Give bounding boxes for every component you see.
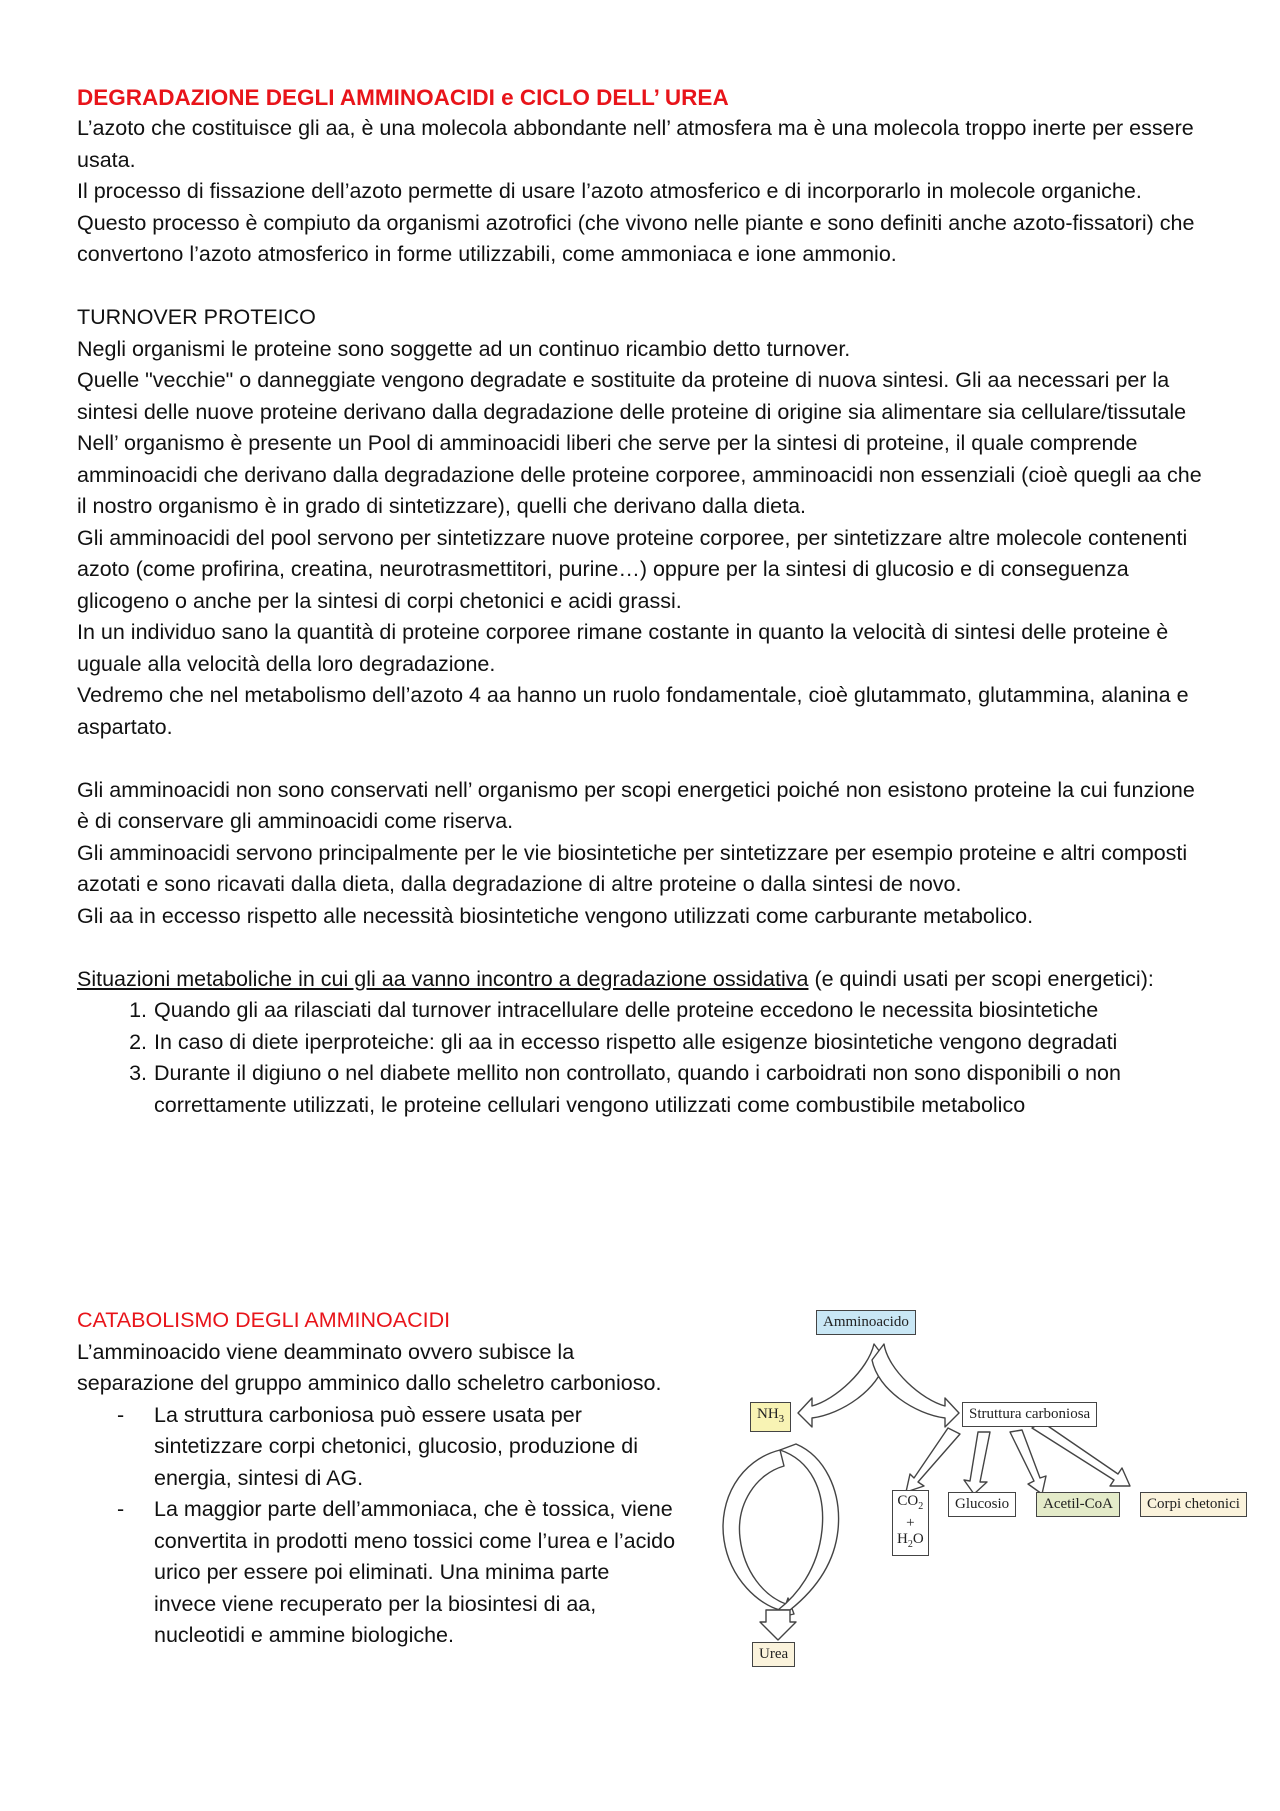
acetil-coa-label: Acetil-CoA	[1043, 1496, 1113, 1512]
amminoacido-box	[816, 1310, 916, 1335]
list-number: 3.	[129, 1061, 147, 1085]
turnover-paragraph-2: Quelle "vecchie" o danneggiate vengono degradate e sostituite da proteine di nuova sintesi. Gli aa necessari per la sintesi delle nuove proteine derivano dalla degradazione delle proteine di origine sia alimentare sia cellulare/tissutale	[77, 368, 1187, 424]
list-item	[77, 1400, 677, 1495]
document-title: DEGRADAZIONE DEGLI AMMINOACIDI e CICLO DELL’ UREA	[77, 85, 729, 110]
list-number: 2.	[129, 1029, 147, 1054]
list-text: La struttura carboniosa può essere usata per sintetizzare corpi chetonici, glucosio, produzione di energia, sintesi di AG.	[154, 1402, 639, 1490]
catabolism-section	[77, 1305, 677, 1652]
cycle-arrow-icon	[723, 1450, 794, 1618]
turnover-paragraph-3: Nell’ organismo è presente un Pool di amminoacidi liberi che serve per la sintesi di proteine, il quale comprende amminoacidi che derivano dalla degradazione delle proteine corporee, amminoacidi non essenziali (cioè quegli aa che il nostro organismo è in grado di sintetizzare), quelli che derivano dalla dieta.	[77, 431, 1202, 518]
nh3-subscript: 3	[778, 1413, 785, 1425]
nh3-box	[750, 1402, 791, 1432]
h2o-o-label: O	[912, 1531, 924, 1547]
h2o-subscript: 2	[907, 1539, 913, 1550]
catabolism-intro: L’amminoacido viene deamminato ovvero subisce la separazione del gruppo amminico dallo scheletro carbonioso.	[77, 1339, 662, 1395]
urea-label: Urea	[759, 1646, 789, 1662]
turnover-paragraph-4: Gli amminoacidi del pool servono per sintetizzare nuove proteine corporee, per sintetizzare altre molecole contenenti azoto (come profirina, creatina, neurotrasmettitori, purine…) oppure per la sintesi di glucosio e di conseguenza glicogeno o anche per la sintesi di corpi chetonici e acidi grassi.	[77, 525, 1188, 613]
list-number: 1.	[129, 998, 147, 1022]
arrow-to-co2-icon	[906, 1428, 960, 1492]
amminoacido-label: Amminoacido	[823, 1314, 909, 1330]
struttura-box	[962, 1402, 1097, 1427]
list-item	[77, 995, 1207, 1027]
diagram-arrows	[700, 1310, 1280, 1670]
energy-paragraph-3: Gli aa in eccesso rispetto alle necessità biosintetiche vengono utilizzati come carburante metabolico.	[77, 903, 1034, 928]
intro-paragraph-1: L’azoto che costituisce gli aa, è una molecola abbondante nell’ atmosfera ma è una molecola troppo inerte per essere usata.	[77, 116, 1194, 172]
energy-paragraph-1: Gli amminoacidi non sono conservati nell’ organismo per scopi energetici poiché non esistono proteine la cui funzione è di conservare gli amminoacidi come riserva.	[77, 777, 1195, 833]
intro-paragraph-2: Il processo di fissazione dell’azoto permette di usare l’azoto atmosferico e di incorporarlo in molecole organiche. Questo processo è compiuto da organismi azotrofici (che vivono nelle piante e sono definiti anche azoto-fissatori) che convertono l’azoto atmosferico in forme utilizzabili, come ammoniaca e ione ammonio.	[77, 179, 1195, 266]
list-item	[77, 1494, 677, 1652]
list-dash: -	[117, 1402, 125, 1427]
catabolism-list	[77, 1400, 677, 1652]
turnover-paragraph-6: Vedremo che nel metabolismo dell’azoto 4 aa hanno un ruolo fondamentale, cioè glutammato, glutammina, alanina e aspartato.	[77, 683, 1189, 739]
arrow-to-corpi-icon	[1032, 1422, 1130, 1486]
catabolism-diagram	[700, 1310, 1280, 1670]
situations-rest: (e quindi usati per scopi energetici):	[808, 966, 1154, 991]
nh3-label: NH	[757, 1406, 779, 1422]
list-text: Durante il digiuno o nel diabete mellito non controllato, quando i carboidrati non sono disponibili o non correttamente utilizzati, le proteine cellulari vengono utilizzati come combustibile metabolico	[154, 1061, 1121, 1117]
list-dash: -	[117, 1497, 125, 1521]
co2-label: CO	[897, 1493, 919, 1509]
arrow-to-struttura-icon	[872, 1344, 959, 1427]
list-text: La maggior parte dell’ammoniaca, che è tossica, viene convertita in prodotti meno tossici come l’urea e l’acido urico per essere poi eliminati. Una minima parte invece viene recuperato per la biosintesi di aa, nucleotidi e ammine biologiche.	[154, 1497, 676, 1647]
co2-subscript: 2	[918, 1501, 924, 1512]
energy-paragraph-2: Gli amminoacidi servono principalmente per le vie biosintetiche per sintetizzare per esempio proteine e altri composti azotati e sono ricavati dalla dieta, dalla degradazione di altre proteine o dalla sintesi de novo.	[77, 840, 1188, 896]
document-page	[77, 82, 1207, 1121]
arrow-to-acetil-icon	[1010, 1430, 1046, 1494]
turnover-heading: TURNOVER PROTEICO	[77, 305, 316, 329]
list-item	[77, 1058, 1207, 1121]
arrow-to-glucosio-icon	[964, 1432, 990, 1494]
situations-intro	[77, 964, 1207, 996]
co2-h2o-box	[892, 1490, 929, 1556]
situations-underlined: Situazioni metaboliche in cui gli aa vanno incontro a degradazione ossidativa	[77, 966, 809, 991]
catabolism-heading: CATABOLISMO DEGLI AMMINOACIDI	[77, 1308, 451, 1332]
h2o-h-label: H	[897, 1531, 908, 1547]
corpi-chetonici-label: Corpi chetonici	[1147, 1496, 1240, 1512]
acetil-coa-box	[1036, 1492, 1120, 1517]
list-text: Quando gli aa rilasciati dal turnover intracellulare delle proteine eccedono le necessita biosintetiche	[154, 998, 1099, 1022]
list-text: In caso di diete iperproteiche: gli aa in eccesso rispetto alle esigenze biosintetiche vengono degradati	[154, 1029, 1118, 1054]
plus-label: +	[906, 1515, 915, 1531]
glucosio-label: Glucosio	[955, 1496, 1010, 1512]
list-item	[77, 1027, 1207, 1059]
corpi-chetonici-box	[1140, 1492, 1247, 1517]
struttura-label: Struttura carboniosa	[969, 1406, 1091, 1422]
arrow-to-urea-icon	[760, 1610, 796, 1640]
situations-list	[77, 995, 1207, 1121]
arrow-to-nh3-icon	[798, 1344, 886, 1427]
urea-box	[752, 1642, 795, 1667]
glucosio-box	[948, 1492, 1016, 1517]
turnover-paragraph-1: Negli organismi le proteine sono soggette ad un continuo ricambio detto turnover.	[77, 336, 851, 361]
turnover-paragraph-5: In un individuo sano la quantità di proteine corporee rimane costante in quanto la velocità di sintesi delle proteine è uguale alla velocità della loro degradazione.	[77, 620, 1169, 676]
